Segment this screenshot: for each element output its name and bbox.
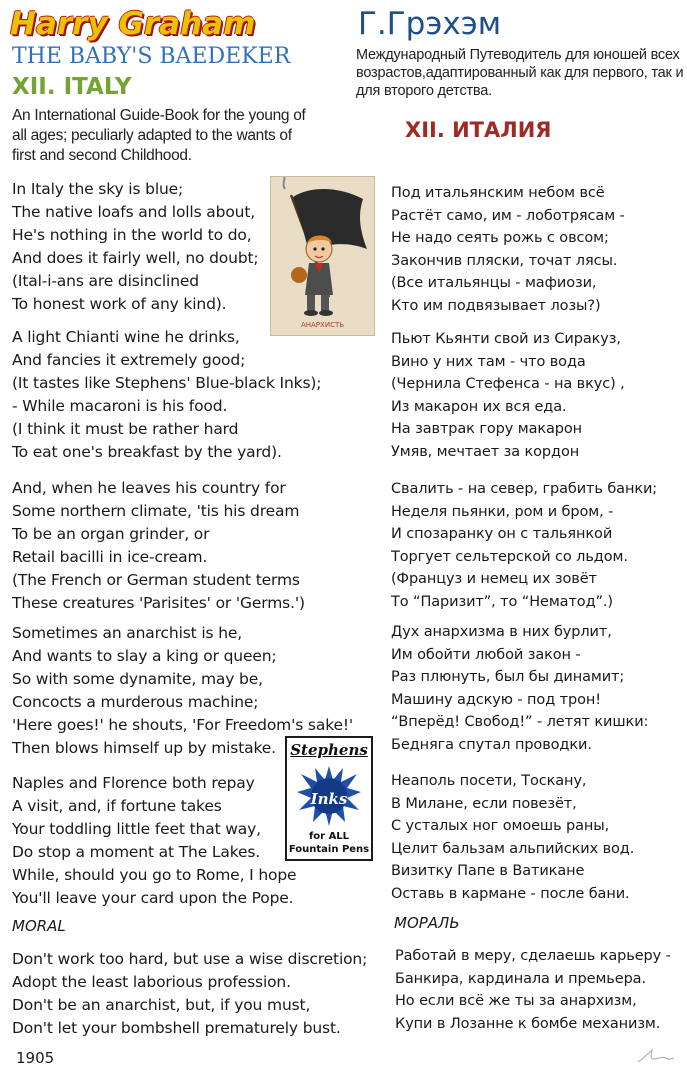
part-title-ru: XII. ИТАЛИЯ [405, 118, 552, 142]
moral-line: Adopt the least laborious profession. [12, 973, 291, 991]
moral-label-en: MORAL [12, 917, 66, 935]
poem-line: Пьют Кьянти свой из Сиракуз, [391, 331, 621, 347]
stanza-en-1 [12, 178, 259, 316]
poem-line: Под итальянским небом всё [391, 185, 605, 201]
moral-en [12, 948, 367, 1040]
author-name-en: Harry Graham [10, 6, 256, 42]
poem-line: - While macaroni is his food. [12, 397, 228, 415]
poem-line: Машину адскую - под трон! [391, 691, 601, 708]
moral-line: Работай в меру, сделаешь карьеру - [395, 948, 671, 964]
poem-line: A visit, and, if fortune takes [12, 797, 222, 815]
stanza-en-5 [12, 772, 296, 910]
poem-line: (I think it must be rather hard [12, 420, 239, 438]
poem-line: (The French or German student terms [12, 571, 300, 589]
poem-line: (Ital-i-ans are disinclined [12, 272, 199, 290]
subtitle-ru: Международный Путеводитель для юношей всех возрастов,адаптированный как для первого, так и для второго детства. [356, 47, 684, 99]
poem-line: С усталых ног омоешь раны, [391, 818, 610, 834]
stanza-en-3 [12, 477, 305, 615]
poem-line: A light Chianti wine he drinks, [12, 328, 240, 346]
moral-ru [395, 945, 671, 1035]
poem-line: Вино у них там - что вода [391, 353, 586, 370]
poem-line: To eat one's breakfast by the yard). [12, 443, 282, 461]
moral-line: Don't work too hard, but use a wise discretion; [12, 950, 368, 968]
poem-line: You'll leave your card upon the Pope. [12, 889, 294, 907]
poem-line: Неделя пьянки, ром и бром, - [391, 503, 614, 520]
poem-line: И спозаранку он с тальянкой [391, 526, 613, 542]
poem-line: To be an organ grinder, or [12, 525, 210, 543]
poem-line: And wants to slay a king or queen; [12, 647, 277, 665]
poem-line: The native loafs and lolls about, [12, 203, 256, 221]
poem-line: Умяв, мечтает за кордон [391, 443, 580, 460]
poem-line: These creatures 'Parisites' or 'Germs.') [12, 594, 305, 612]
moral-line: Но если всё же ты за анархизм, [395, 993, 637, 1009]
advert-brand: Stephens [290, 741, 368, 759]
publication-year: 1905 [16, 1049, 55, 1067]
moral-line: Don't let your bombshell prematurely bust. [12, 1019, 341, 1037]
postcard-caption: АНАРХИСТЬ [300, 321, 345, 329]
stanza-en-2 [12, 326, 321, 464]
boy-with-black-flag-icon [271, 177, 374, 335]
poem-line: (Чернила Стефенса - на вкус) , [391, 376, 625, 392]
advert-tagline: for ALL [308, 831, 350, 842]
poem-line: Им обойти любой закон - [391, 646, 581, 663]
advert-word: Inks [310, 790, 348, 808]
poem-line: Then blows himself up by mistake. [12, 739, 276, 757]
poem-line: 'Here goes!' he shouts, 'For Freedom's sake!' [12, 716, 354, 734]
poem-line: Дух анархизма в них бурлит, [391, 624, 612, 640]
poem-line: So with some dynamite, may be, [12, 670, 263, 688]
poem-line: Naples and Florence both repay [12, 774, 255, 792]
book-title-en: THE BABY'S BAEDEKER [12, 44, 291, 69]
stanza-ru-4 [391, 621, 648, 756]
poem-line: (Француз и немец их зовёт [391, 571, 597, 587]
poem-line: (Все итальянцы - мафиози, [391, 275, 597, 291]
part-title-en: XII. ITALY [12, 74, 132, 100]
poem-line: Раз плюнуть, был бы динамит; [391, 669, 625, 685]
poem-line: “Вперёд! Свобод!” - летят кишки: [391, 714, 649, 730]
poem-line: Кто им подвязывает лозы?) [391, 297, 601, 314]
poem-line: Неаполь посети, Тоскану, [391, 773, 587, 789]
poem-line: Визитку Папе в Ватикане [391, 863, 585, 879]
poem-line: To honest work of any kind). [12, 295, 227, 313]
moral-line: Don't be an anarchist, but, if you must, [12, 996, 311, 1014]
poem-line: Some northern climate, 'tis his dream [12, 502, 300, 520]
advert-tagline: Fountain Pens [288, 844, 370, 855]
poem-line: Concocts a murderous machine; [12, 693, 259, 711]
poem-line: Не надо сеять рожь с овсом; [391, 230, 609, 246]
stephens-inks-advert [285, 736, 373, 861]
poem-line: He's nothing in the world to do, [12, 226, 252, 244]
poem-line: Из макарон их вся еда. [391, 398, 567, 415]
moral-line: Банкира, кардинала и премьера. [395, 970, 646, 987]
poem-line: На завтрак гору макарон [391, 421, 583, 437]
stanza-ru-2 [391, 328, 625, 463]
poem-line: While, should you go to Rome, I hope [12, 866, 297, 884]
poem-line: Оставь в кармане - после бани. [391, 885, 630, 902]
poem-line: В Милане, если повезёт, [391, 795, 577, 812]
poem-line: То “Паризит”, то “Нематод”.) [391, 593, 613, 610]
poem-line: And fancies it extremely good; [12, 351, 246, 369]
moral-label-ru: МОРАЛЬ [394, 914, 460, 932]
poem-line: In Italy the sky is blue; [12, 180, 184, 198]
poem-line: And, when he leaves his country for [12, 479, 286, 497]
stanza-ru-5 [391, 770, 634, 905]
poem-line: Торгует сельтерской со льдом. [391, 548, 628, 565]
poem-line: Retail bacilli in ice-cream. [12, 548, 208, 566]
poem-line: Your toddling little feet that way, [12, 820, 261, 838]
poem-line: And does it fairly well, no doubt; [12, 249, 259, 267]
signature-icon [636, 1046, 676, 1066]
author-name-ru: Г.Грэхэм [358, 6, 502, 42]
poem-line: (It tastes like Stephens' Blue-black Inks); [12, 374, 322, 392]
poem-line: Закончив пляски, точат лясы. [391, 252, 618, 269]
poem-line: Целит бальзам альпийских вод. [391, 840, 635, 857]
anarchist-postcard-image [270, 176, 375, 336]
subtitle-en: An International Guide-Book for the young of all ages; peculiarly adapted to the wants of first and second Childhood. [12, 107, 306, 164]
poem-line: Свалить - на север, грабить банки; [391, 481, 658, 497]
poem-line: Sometimes an anarchist is he, [12, 624, 243, 642]
stanza-ru-3 [391, 478, 657, 613]
poem-line: Do stop a moment at The Lakes. [12, 843, 261, 861]
poem-line: Бедняга спутал проводки. [391, 736, 592, 753]
moral-line: Купи в Лозанне к бомбе механизм. [395, 1015, 661, 1032]
stanza-ru-1 [391, 182, 625, 317]
poem-line: Растёт само, им - лоботрясам - [391, 207, 625, 224]
